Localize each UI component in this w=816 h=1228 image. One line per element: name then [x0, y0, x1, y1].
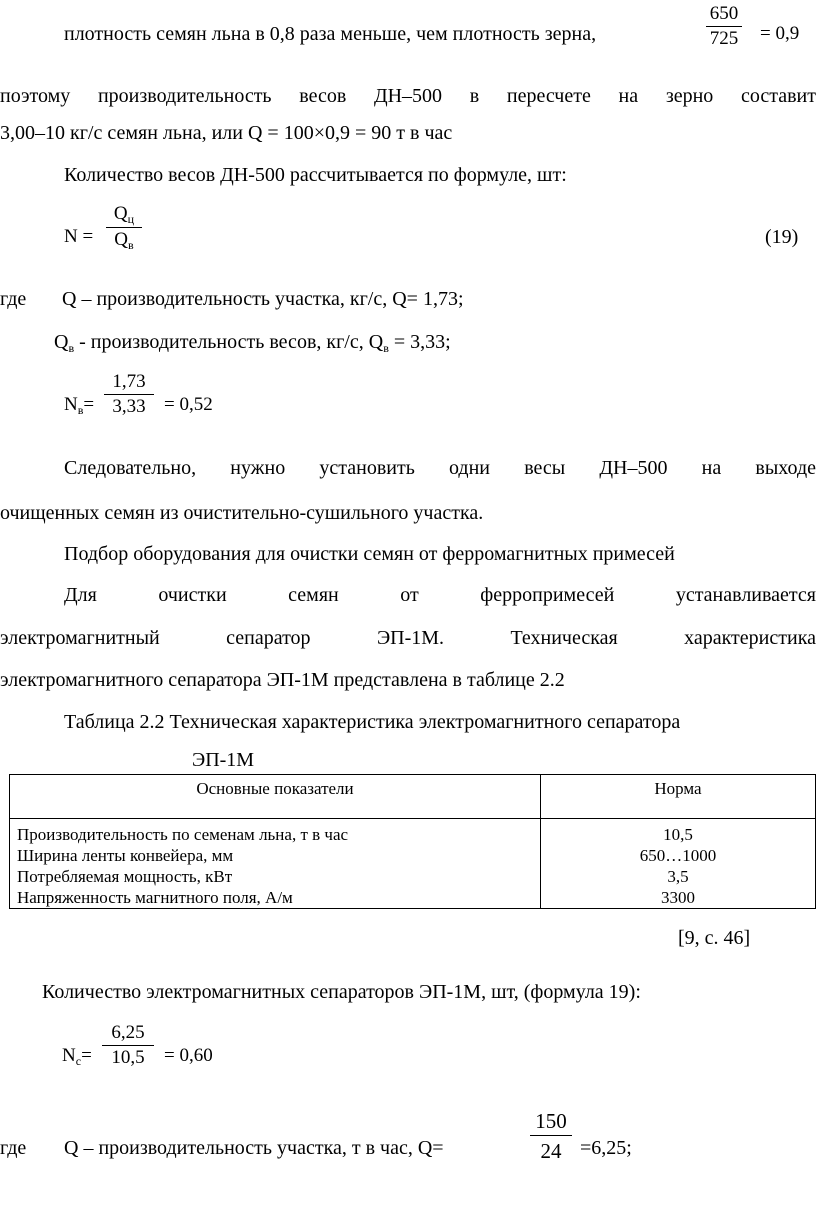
calc-fraction	[104, 370, 154, 419]
throughput-result: =6,25;	[580, 1137, 632, 1159]
fraction-denominator: 725	[709, 28, 739, 49]
formula-den-sub: в	[128, 238, 134, 252]
param-cell: Напряженность магнитного поля, А/м	[17, 888, 293, 907]
fraction-denominator: 3,33	[112, 396, 146, 417]
value-column	[541, 819, 816, 909]
param-cell: Производительность по семенам льна, т в час	[17, 825, 349, 844]
where-definition: Q – производительность участка, кг/с, Q= 1,73;	[62, 288, 464, 310]
formula-num-sub: ц	[127, 212, 135, 226]
throughput-fraction	[530, 1107, 572, 1166]
fraction-denominator: 10,5	[111, 1047, 145, 1068]
paragraph-line: электромагнитный сепаратор ЭП-1М. Техническая характеристика	[0, 627, 816, 649]
formula-lhs: N =	[64, 226, 94, 247]
paragraph-line: Следовательно, нужно установить одни весы ДН–500 на выходе	[64, 457, 816, 479]
table-header-cell: Основные показатели	[10, 775, 541, 819]
citation: [9, с. 46]	[678, 927, 751, 949]
table-header-cell: Норма	[541, 775, 816, 819]
calc-lhs-main: N	[62, 1045, 76, 1066]
calc-result: = 0,52	[164, 394, 213, 415]
calc-lhs-sub: в	[77, 403, 84, 417]
fraction-numerator: 1,73	[112, 371, 146, 392]
paragraph-line: поэтому производительность весов ДН–500 в пересчете на зерно составит	[0, 85, 816, 107]
table-header-row	[10, 775, 816, 819]
formula-19-fraction	[106, 202, 142, 253]
table-caption-cont: ЭП-1М	[192, 749, 255, 771]
equation-number: (19)	[765, 226, 799, 248]
where-definition: Q – производительность участка, т в час, Q=	[64, 1137, 444, 1159]
calc-lhs	[64, 393, 94, 418]
table-caption: Таблица 2.2 Техническая характеристика электромагнитного сепаратора	[64, 711, 681, 733]
paragraph-line: Количество весов ДН-500 рассчитывается по формуле, шт:	[64, 164, 567, 186]
param-cell: Потребляемая мощность, кВт	[17, 867, 233, 886]
formula-den-main: Q	[114, 229, 129, 250]
q-subscript: в	[68, 341, 75, 355]
definition-value: = 3,33;	[388, 331, 451, 353]
calc-eq: =	[83, 394, 95, 415]
calc-lhs	[62, 1044, 92, 1069]
fraction-numerator: 150	[535, 1109, 567, 1133]
definition-text: - производительность весов, кг/с, Q	[74, 331, 384, 353]
spec-table	[9, 774, 816, 909]
fraction-numerator: 6,25	[111, 1022, 145, 1043]
paragraph-line: электромагнитного сепаратора ЭП-1М представлена в таблице 2.2	[0, 669, 565, 691]
paragraph-line: 3,00–10 кг/с семян льна, или Q = 100×0,9 = 90 т в час	[0, 122, 453, 144]
calc-lhs-sub: с	[75, 1054, 82, 1068]
paragraph-line: очищенных семян из очистительно-сушильного участка.	[0, 502, 484, 524]
fraction-result: = 0,9	[760, 23, 800, 44]
section-heading: Подбор оборудования для очистки семян от ферромагнитных примесей	[64, 543, 675, 565]
formula-num-main: Q	[113, 203, 128, 224]
value-cell: 3300	[661, 888, 695, 907]
value-cell: 3,5	[667, 867, 689, 886]
fraction-density	[706, 2, 742, 51]
where-prefix: где	[0, 1137, 27, 1159]
value-cell: 650…1000	[639, 846, 717, 865]
fraction-denominator: 24	[540, 1139, 562, 1163]
fraction-numerator: 650	[709, 3, 739, 24]
value-cell: 10,5	[663, 825, 693, 844]
param-cell: Ширина ленты конвейера, мм	[17, 846, 234, 865]
paragraph-line: плотность семян льна в 0,8 раза меньше, чем плотность зерна,	[64, 23, 597, 45]
paragraph-line: Для очистки семян от ферропримесей устанавливается	[64, 584, 816, 606]
where-definition	[54, 330, 451, 356]
calc-lhs-main: N	[64, 394, 78, 415]
calc-fraction	[102, 1021, 154, 1070]
q-symbol: Q	[54, 331, 69, 353]
paragraph-line: Количество электромагнитных сепараторов ЭП-1М, шт, (формула 19):	[42, 981, 641, 1003]
param-column	[10, 819, 541, 909]
table-row	[10, 819, 816, 909]
q-subscript: в	[383, 341, 389, 355]
where-prefix: где	[0, 288, 27, 310]
calc-eq: =	[81, 1045, 92, 1066]
calc-result: = 0,60	[164, 1045, 213, 1066]
